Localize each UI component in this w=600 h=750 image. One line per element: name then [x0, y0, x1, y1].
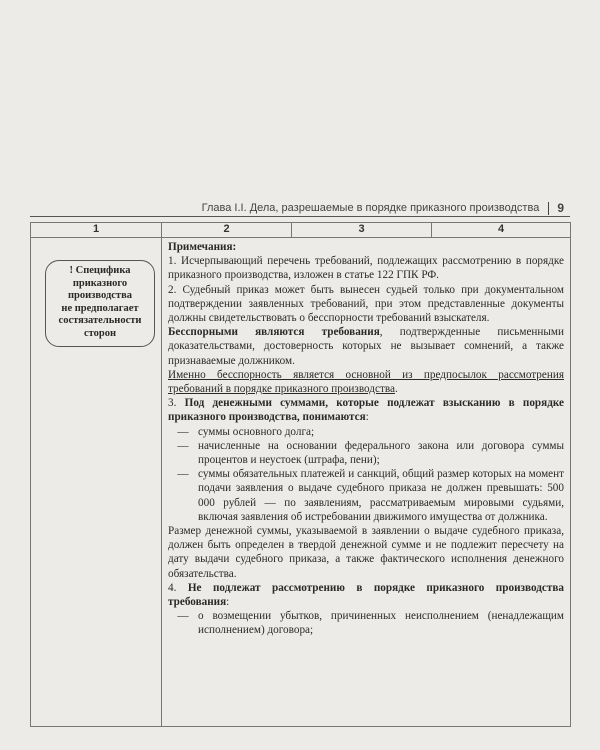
- item-3-number: 3.: [168, 397, 177, 410]
- callout-bubble: [45, 260, 155, 347]
- header-separator: [548, 202, 549, 215]
- item-3: [168, 396, 564, 424]
- dash-bullet: —: [177, 610, 189, 623]
- list-item-text: о возмещении убытков, причиненных неисполнением (ненадлежащим исполнением) договора;: [198, 610, 564, 637]
- column-header-3: 3: [292, 223, 432, 238]
- item-4-colon: :: [226, 596, 230, 609]
- list-item: [168, 467, 564, 524]
- column-header-1: 1: [31, 223, 162, 238]
- dash-bullet: —: [177, 439, 189, 452]
- list-item: [168, 609, 564, 637]
- note-1: 1. Исчерпывающий перечень требований, подлежащих рассмотрению в порядке приказного производства, изложен в статье 122 ГПК РФ.: [168, 255, 564, 282]
- note-2: 2. Судебный приказ может быть вынесен судьей только при документальном подтверждении заявленных требований, при этом представленные документы должны свидетельствовать о бесспорности требований взыскателя.: [168, 283, 564, 325]
- notes-text: [162, 238, 570, 638]
- undisputed-underline-paragraph: [168, 368, 564, 396]
- item-3-bold: Под денежными суммами, которые подлежат взысканию в порядке приказного производства, понимаются: [168, 397, 564, 424]
- list-item-text: суммы обязательных платежей и санкций, общий размер которых на момент подачи заявления о выдаче судебного приказа не должен превышать: 500 000 рублей — по заявлениям, рассматриваемым мировыми судьями, включая заявления об истребовании движимого имущества от должника.: [198, 468, 564, 523]
- content-table: [30, 222, 571, 727]
- running-header: [202, 201, 564, 215]
- undisputed-rest: , подтвержденные письменными доказательствами, достоверность которых не вызывает сомнений, а также признаваемые должником.: [168, 326, 564, 367]
- column-header-4: 4: [432, 223, 571, 238]
- amount-paragraph: Размер денежной суммы, указываемой в заявлении о выдаче судебного приказа, должен быть определен в твердой денежной сумме и не подлежит пересчету на дату выдачи судебного приказа, а также фактического исполнения денежного обязательства.: [168, 525, 564, 580]
- item-4-number: 4.: [168, 581, 177, 594]
- bubble-line: производства: [67, 290, 132, 301]
- list-item-text: суммы основного долга;: [198, 425, 315, 438]
- column-header-row: [31, 223, 571, 238]
- bubble-line: не предполагает: [61, 302, 139, 314]
- bubble-line: ! Специфика приказного: [69, 265, 131, 289]
- list-item-text: начисленные на основании федерального закона или договора суммы процентов и неустоек (штрафа, пени);: [198, 439, 564, 467]
- dash-bullet: —: [177, 468, 189, 481]
- undisputed-paragraph: [168, 325, 564, 368]
- undisputed-bold: Бесспорными являются требования: [168, 326, 380, 339]
- column-header-2: 2: [162, 223, 292, 238]
- header-rule: [30, 216, 570, 217]
- dash-bullet: —: [177, 425, 189, 438]
- bubble-line: состязательности: [58, 315, 142, 326]
- bubble-cell: [31, 238, 162, 727]
- notes-title: Примечания:: [168, 241, 237, 253]
- undisputed-end: .: [394, 383, 398, 396]
- notes-cell: [162, 238, 571, 727]
- content-row: [31, 238, 571, 727]
- item-4: [168, 581, 564, 609]
- undisputed-underline: Именно бесспорность является основной из предпосылок рассмотрения требований в порядке приказного производства: [168, 368, 564, 396]
- list-item: [168, 439, 564, 467]
- item-3-colon: :: [365, 411, 369, 424]
- page-number: 9: [557, 201, 564, 215]
- item-4-bold: Не подлежат рассмотрению в порядке приказного производства требования: [168, 581, 564, 609]
- list-item: [168, 425, 564, 439]
- chapter-title: Глава I.I. Дела, разрешаемые в порядке приказного производства: [201, 202, 540, 214]
- bubble-line: сторон: [83, 327, 117, 339]
